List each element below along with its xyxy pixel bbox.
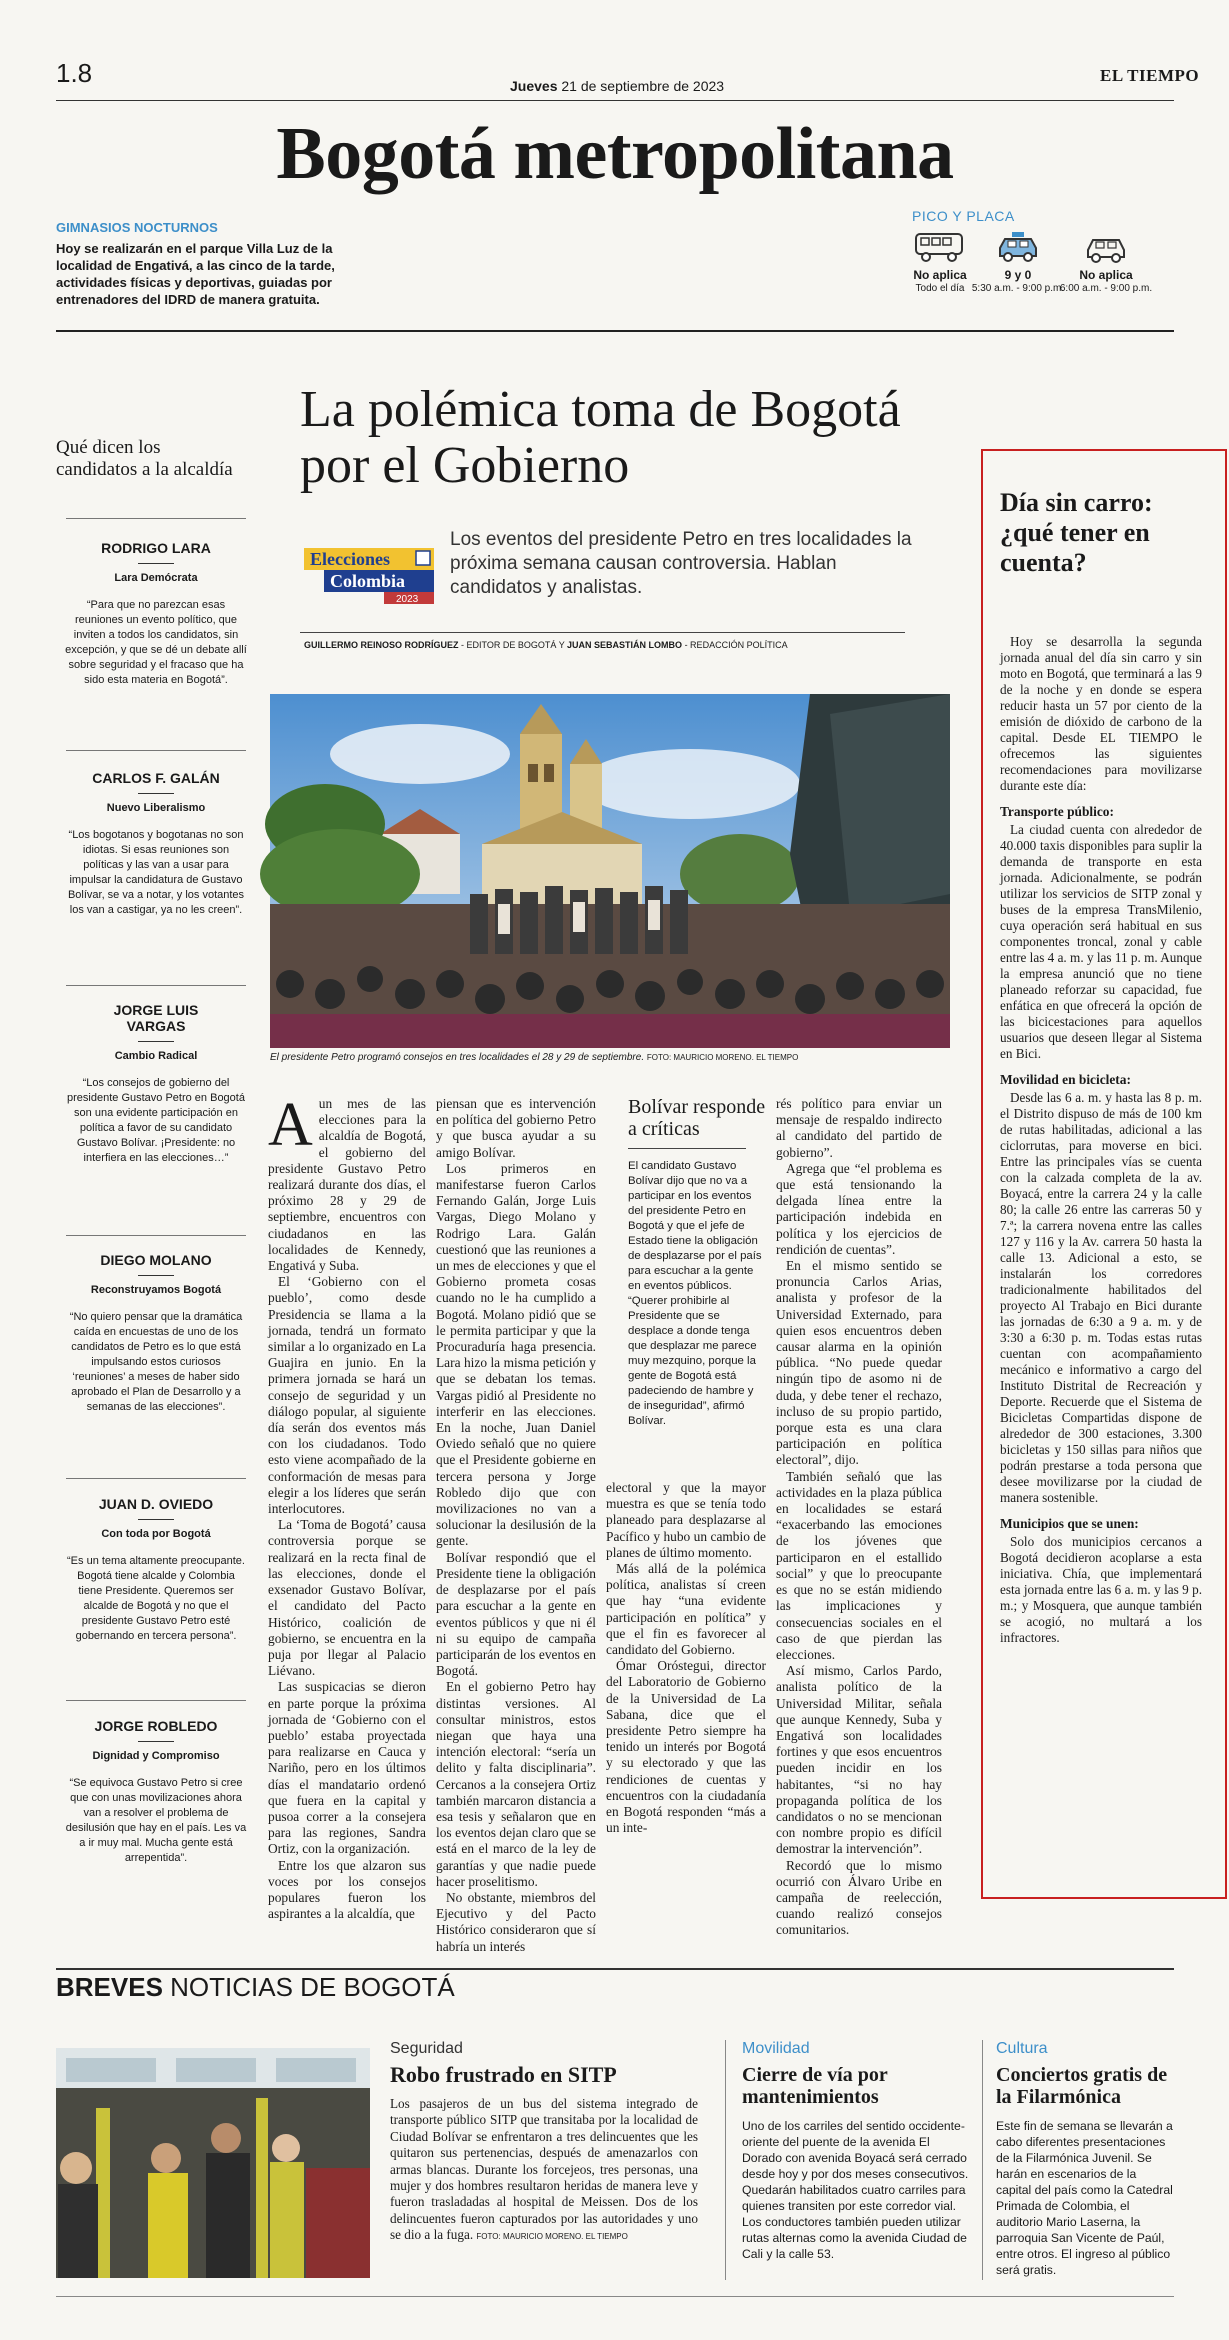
breve-cultura <box>996 2040 1174 2278</box>
candidate-quote: “Se equivoca Gustavo Petro si cree que con unas movilizaciones ahora van a resolver el problema de desilusión que hay en el país. Les va a ir muy mal. Mucha gente está arrepentida”. <box>65 1777 247 1864</box>
breves-rule <box>56 1968 1174 1970</box>
breves-title-bold: BREVES <box>56 1972 163 2002</box>
candidates-heading: Qué dicen los candidatos a la alcaldía <box>56 437 233 480</box>
breve-text-body: Los pasajeros de un bus del sistema integrado de transporte público SITP que transitaba por la localidad de Ciudad Bolívar se enfrentaron a tres delincuentes que les quitaron sus pertenencias, después de amenazarlos con armas blancas. Durante los forcejeos, tres personas, una mujer y dos hombres resultaron heridas de manera leve y fueron trasladadas al hospital de Meissen. Dos de los delincuentes fueron capturados por las autoridades y uno se dio a la fuga. <box>390 2096 698 2243</box>
candidate-name: JUAN D. OVIEDO <box>98 1496 214 1512</box>
candidate-separator <box>66 985 246 986</box>
section-title: Bogotá metropolitana <box>276 113 954 195</box>
candidate-quote: “Es un tema altamente preocupante. Bogotá tiene alcalde y Colombia tiene Presidente. Queremos ser alcalde de Bogotá y no que el presidente Gustavo Petro esté gobernando en tercera persona”. <box>67 1555 245 1642</box>
candidate-quote: “Los bogotanos y bogotanas no son idiotas. Si esas reuniones son políticas y las van a usar para impulsar la candidatura de Gustavo Bolívar, se va a notar, y los votantes los van a castigar, ya no les creen”. <box>67 829 245 916</box>
candidate-party: Reconstruyamos Bogotá <box>90 1284 222 1296</box>
breve-seguridad <box>390 2040 698 2246</box>
photo-caption <box>270 1052 950 1063</box>
candidate-name: DIEGO MOLANO <box>100 1252 212 1268</box>
header-rule <box>56 330 1174 332</box>
breve-headline[interactable]: Conciertos gratis de la Filarmónica <box>996 2064 1168 2108</box>
candidate-rule <box>138 1275 174 1276</box>
article-paragraph: Las suspicacias se dieron en parte porque la próxima jornada de ‘Gobierno con el pueblo’ estaba proyectada para realizarse en Cauca y Nariño, pero en los últimos días el mandatario ordenó que fuera en la capital y pusoa correr a la consejera para las regiones, Sandra Ortiz, con la organización. <box>268 1679 426 1857</box>
byline-author-1: GUILLERMO REINOSO RODRÍGUEZ <box>304 640 459 650</box>
breve-headline[interactable]: Robo frustrado en SITP <box>390 2062 617 2087</box>
drop-cap: A <box>268 1091 313 1159</box>
sidebar-body <box>1000 634 1202 1894</box>
article-paragraph: No obstante, miembros del Ejecutivo y del Pacto Histórico consideraron que sí habría un interés <box>436 1889 596 1954</box>
candidate-lara <box>56 540 256 688</box>
candidate-party: Nuevo Liberalismo <box>106 802 206 814</box>
breves-divider <box>725 2040 726 2280</box>
candidate-quote: “Para que no parezcan esas reuniones un evento político, que inviten a todos los candidatos, sin excepción, y que se dé un debate allí sobre seguridad y el fracaso que ha sido esta materia en Bogotá”. <box>65 599 247 686</box>
article-column-3 <box>606 1480 766 1936</box>
article-deck: Los eventos del presidente Petro en tres localidades la próxima semana causan controversia. Hablan candidatos y analistas. <box>450 529 912 598</box>
breve-photo-credit: FOTO: MAURICIO MORENO. EL TIEMPO <box>476 2232 628 2242</box>
candidate-name: JORGE ROBLEDO <box>94 1718 218 1734</box>
bolivar-heading: Bolívar responde a críticas <box>628 1096 766 1140</box>
brand-logo[interactable]: EL TIEMPO <box>1100 66 1200 85</box>
breves-divider <box>982 2040 983 2280</box>
candidate-quote: “No quiero pensar que la dramática caída en encuestas de uno de los candidatos de Petro es lo que está impulsando estos curiosos ‘reuniones’ a meses de haber sido aprobado el Plan de Desarrollo y a semanas de las elecciones”. <box>69 1311 243 1413</box>
candidate-molano <box>56 1252 256 1415</box>
breve-movilidad <box>742 2040 972 2262</box>
breves-title-rest: NOTICIAS DE BOGOTÁ <box>162 1972 455 2002</box>
breve-photo <box>56 2048 370 2278</box>
sidebar-paragraph: Desde las 6 a. m. y hasta las 8 p. m. el Distrito dispuso de más de 100 km de rutas habilitadas, adicional a las ciclorrutas, para moverse en bici. Entre las principales vías se cuenta con la calzada completa de la av. Boyacá, entre la carrera 24 y la calle 80; la calle 26 entre las carreras 50 y 7.ª; la carrera novena entre las calles 127 y 116 y la Av. carrera 50 hasta la calle 13. Adicional a esto, se instalarán los corredores tradicionalmente habilitados del proyecto Al Trabajo en Bici durante las jornadas de 6:30 a 9 a. m. y de 3:30 a 6:30 p. m. Todas estas rutas cuentan con acompañamiento mecánico e informativo a cargo del Instituto Distrital de Recreación y Deporte. Recuerde que el Sistema de Bicicletas Compartidas dispone de alrededor de 300 estaciones, 3.300 bicicletas y 150 sillas para niños que podrán prestarse a toda persona que desee movilizarse por la ciudad de manera sostenible. <box>1000 1090 1202 1505</box>
candidate-vargas <box>56 1002 256 1166</box>
article-paragraph: rés político para enviar un mensaje de respaldo indirecto al candidato del partido de gobierno”. <box>776 1096 942 1160</box>
car-icon <box>1081 230 1131 264</box>
article-paragraph: Agrega que “el problema es que está tensionando la delgada línea entre la participación indebida en política y los ejercicios de rendición de cuentas”. <box>776 1160 942 1257</box>
candidate-rule <box>138 1741 174 1742</box>
article-paragraph: Así mismo, Carlos Pardo, analista político de la Universidad Militar, señala que aunque Kennedy, Suba y Engativá son localidades fortines y que esos encuentros pueden incidir en los habitantes, “si no hay propaganda política de los candidatos o no se mencionan con nombre propio es difícil demostrar la intervención”. <box>776 1663 942 1857</box>
candidate-separator <box>66 750 246 751</box>
sidebar-paragraph: Solo dos municipios cercanos a Bogotá decidieron acoplarse a esta iniciativa. Chía, que implementará esta jornada entre las 6 a. m. y las 9 p. m.; y Mosquera, que aunque también se acogió, no multará a los infractores. <box>1000 1534 1202 1645</box>
candidate-rule <box>138 793 174 794</box>
page-number: 1.8 <box>56 58 93 88</box>
byline-rule <box>300 632 905 633</box>
pico-taxi-main: 9 y 0 <box>1004 268 1032 282</box>
candidate-name: JORGE LUIS VARGAS <box>113 1002 199 1034</box>
candidate-quote: “Los consejos de gobierno del presidente Gustavo Petro en Bogotá son una evidente participación en política a favor de su candidato Gustavo Bolívar. ¡Presidente: no interfiera en las elecciones…” <box>67 1077 245 1164</box>
candidate-oviedo <box>56 1496 256 1644</box>
bolivar-box <box>628 1096 766 1429</box>
article-paragraph: Más allá de la polémica política, analistas sí creen que hay “una evidente participación en política” y que el fin es favorecer al candidato del Gobierno. <box>606 1561 766 1658</box>
candidate-robledo <box>56 1718 256 1866</box>
candidate-rule <box>138 563 174 564</box>
article-paragraph: En el mismo sentido se pronuncia Carlos Arias, analista y profesor de la Universidad Externado, para quien esos encuentros deben causar alarma en la opinión pública. “No puede quedar ningún tipo de asomo ni de duda, y debe tener el rechazo, incluso de su propio partido, porque esta es una clara participación en política electoral”, dijo. <box>776 1258 942 1468</box>
byline-role-1: - EDITOR DE BOGOTÁ Y <box>458 640 568 650</box>
gimnasios-label: GIMNASIOS NOCTURNOS <box>56 220 218 235</box>
article-paragraph: Los primeros en manifestarse fueron Carlos Fernando Galán, Jorge Luis Vargas, Diego Molano y Rodrigo Lara. Galán cuestionó que las reuniones a un mes de elecciones y que el Gobierno prometa cosas cuando no le ha cumplido a Bogotá. Molano pidió que se le permita participar y que la Procuraduría haga presencia. Lara hizo la misma petición y que se debatan los temas. Vargas pidió al Presidente no interferir en las elecciones. En la noche, Juan Daniel Oviedo señaló que no quiere que el Presidente gobierne en tercera persona y Jorge Robledo dijo que con movilizaciones no van a solucionar la desilusión de la gente. <box>436 1160 596 1549</box>
article-paragraph: Bolívar respondió que el Presidente tiene la obligación de desplazarse por el país para escuchar a la gente en eventos públicos y que ni él ni su equipo de campaña participarán de los eventos en Bogotá. <box>436 1549 596 1679</box>
candidate-separator <box>66 1478 246 1479</box>
top-rule <box>56 100 1174 101</box>
logo-line2: Colombia <box>330 571 406 591</box>
breve-kicker: Seguridad <box>390 2040 463 2057</box>
article-paragraph: Ómar Oróstegui, director del Laboratorio de Gobierno de la Universidad de La Sabana, dice que el presidente Petro siempre ha tenido un interés por Bogotá y su electorado y que las rendiciones de cuentas y encuentros con la ciudadanía en Bogotá responden “más a un inte- <box>606 1658 766 1836</box>
date-rest: 21 de septiembre de 2023 <box>561 78 725 94</box>
sidebar-subhead: Transporte público: <box>1000 804 1114 819</box>
article-paragraph: El ‘Gobierno con el pueblo’, como desde Presidencia se llama a la jornada, tendrá un formato similar a lo organizado en La Guajira en junio. En la primera jornada se hará un consejo de seguridad y un diálogo popular, al siguiente día serán dos eventos más con los ciudadanos. Todo esto viene acompañado de la conformación de mesas para elegir a los líderes que serán interlocutores. <box>268 1274 426 1517</box>
candidates-separator <box>66 518 246 519</box>
sidebar-subhead: Movilidad en bicicleta: <box>1000 1072 1131 1087</box>
breve-text: Uno de los carriles del sentido occidente-oriente del puente de la avenida El Dorado con avenida Boyacá será cerrado desde hoy y por dos meses consecutivos. Quedarán habilitados cuatro carriles para quienes transiten por este corredor vial. Los conductores también pueden utilizar rutas alternas como la avenida Ciudad de Cali y la calle 53. <box>742 2119 969 2261</box>
candidate-name: CARLOS F. GALÁN <box>92 770 220 786</box>
photo-credit: FOTO: MAURICIO MORENO. EL TIEMPO <box>646 1053 799 1062</box>
pico-car-sub: 6:00 a.m. - 9:00 p.m. <box>1059 283 1153 294</box>
breve-text: Este fin de semana se llevarán a cabo diferentes presentaciones de la Filarmónica Juvenil. Se harán en escenarios de la capital del país como la Catedral Primada de Colombia, el auditorio Mario Laserna, la parroquia San Vicente de Paúl, entre otros. El ingreso al público será gratis. <box>996 2119 1173 2277</box>
main-photo <box>270 694 950 1048</box>
article-column-1 <box>268 1091 426 1936</box>
caption-text: El presidente Petro programó consejos en tres localidades el 28 y 29 de septiembre. <box>270 1052 645 1063</box>
pico-car-main: No aplica <box>1079 268 1133 282</box>
candidate-party: Lara Demócrata <box>114 572 198 584</box>
sidebar-title[interactable]: Día sin carro: ¿qué tener en cuenta? <box>1000 488 1153 577</box>
taxi-icon <box>993 230 1043 264</box>
candidate-separator <box>66 1700 246 1701</box>
candidate-separator <box>66 1235 246 1236</box>
sidebar-paragraph: La ciudad cuenta con alrededor de 40.000 taxis disponibles para suplir la demanda de transporte en esta jornada. Adicionalmente, se podrán utilizar los servicios de SITP zonal y buses de la empresa TransMilenio, cuya operación será habitual en sus componentes troncal, zonal y cable entre las 4 a. m. y las 11 p. m. Aunque la empresa anunció que no tiene planeado reforzar su capacidad, fue enfática en que ofrecerá la opción de las bicicestaciones para aquellos usuarios que deseen llegar al Sistema en Bici. <box>1000 822 1202 1061</box>
breve-headline[interactable]: Cierre de vía por mantenimientos <box>742 2064 888 2108</box>
breve-kicker: Cultura <box>996 2040 1048 2057</box>
logo-year: 2023 <box>396 594 419 605</box>
article-column-2 <box>436 1096 596 1954</box>
candidate-name: RODRIGO LARA <box>101 540 211 556</box>
bolivar-text: El candidato Gustavo Bolívar dijo que no va a participar en los eventos del presidente Petro en Bogotá y que el jefe de Estado tiene la obligación de desplazarse por el país para escuchar a la gente en eventos públicos. “Querer prohibirle al Presidente que se desplace a donde tenga que desplazar me parece muy mezquino, porque la gente de Bogotá está padeciendo de hambre y de inseguridad”, afirmó Bolívar. <box>628 1160 762 1427</box>
candidate-party: Cambio Radical <box>114 1050 198 1062</box>
pico-placa-label: PICO Y PLACA <box>912 208 1015 224</box>
pico-bus-main: No aplica <box>913 268 967 282</box>
article-column-4 <box>776 1096 942 1936</box>
article-paragraph: piensan que es intervención en política del gobierno Petro y que busca ayudar a su amigo Bolívar. <box>436 1096 596 1160</box>
article-paragraph: Entre los que alzaron sus voces por los consejos populares fueron los aspirantes a la alcaldía, que <box>268 1857 426 1922</box>
candidate-rule <box>138 1041 174 1042</box>
sidebar-intro: Hoy se desarrolla la segunda jornada anual del día sin carro y sin moto en Bogotá, que terminará a las 9 de la noche y en donde se espera reducir hasta un 57 por ciento de la emisión de dióxido de carbono de la capital. Desde EL TIEMPO le ofrecemos las siguientes recomendaciones para movilizarse durante este día: <box>1000 634 1202 793</box>
article-paragraph: electoral y que la mayor muestra es que se tenía todo planeado para desplazarse al Pacífico y hubo un cambio de planes de último momento. <box>606 1480 766 1560</box>
candidate-galan <box>56 770 256 918</box>
sidebar-subhead: Municipios que se unen: <box>1000 1516 1139 1531</box>
gimnasios-text: Hoy se realizarán en el parque Villa Luz de la localidad de Engativá, a las cinco de la tarde, actividades físicas y deportivas, guiadas por entrenadores del IDRD de manera gratuita. <box>56 241 335 307</box>
byline-role-2: - REDACCIÓN POLÍTICA <box>682 640 788 650</box>
candidate-party: Con toda por Bogotá <box>101 1528 211 1540</box>
article-paragraph: También señaló que las actividades en la plaza pública en localidades se estará “exacerbando las emociones de los jóvenes que participaron en el estallido social” y que lo preocupante es que no se están midiendo las implicaciones y consecuencias sociales en el caso de que pierdan las elecciones. <box>776 1468 942 1662</box>
pico-bus-sub: Todo el día <box>915 283 965 294</box>
bus-icon <box>913 230 967 264</box>
pico-item-car <box>1051 230 1161 294</box>
bottom-rule <box>56 2296 1174 2297</box>
article-paragraph: un mes de las elecciones para la alcaldía de Bogotá, el gobierno del presidente Gustavo Petro realizará durante dos días, el próximo 28 y 29 de septiembre, encuentros con ciudadanos en las localidades de Kennedy, Engativá y Suba. <box>268 1096 426 1274</box>
breves-title <box>56 1972 455 2003</box>
date-line <box>510 78 724 94</box>
breve-text <box>390 2096 698 2246</box>
logo-line1: Elecciones <box>310 549 390 569</box>
bolivar-rule <box>628 1148 746 1149</box>
main-headline[interactable]: La polémica toma de Bogotá por el Gobierno <box>300 381 901 494</box>
article-paragraph: La ‘Toma de Bogotá’ causa controversia porque se realizará en la recta final de las elecciones, donde el exsenador Gustavo Bolívar, el candidato del Pacto Histórico, coalición de gobierno, se encuentra en la puja por llegar al Palacio Liévano. <box>268 1517 426 1679</box>
candidate-party: Dignidad y Compromiso <box>92 1750 220 1762</box>
byline-author-2: JUAN SEBASTIÁN LOMBO <box>567 640 683 650</box>
date-day: Jueves <box>510 78 558 94</box>
article-paragraph: Recordó que lo mismo ocurrió con Álvaro Uribe en campaña de reelección, cuando realizó consejos comunitarios. <box>776 1857 942 1938</box>
candidate-rule <box>138 1519 174 1520</box>
byline <box>304 640 788 650</box>
article-paragraph: En el gobierno Petro hay distintas versiones. Al consultar ministros, estos niegan que haya una intención electoral: “sería un delito y falta disciplinaria”. Cercanos a la consejera Ortiz también marcaron distancia a esa tesis y señalaron que en los eventos dejan claro que se está en el marco de la ley de garantías y que nadie puede hacer proselitismo. <box>436 1679 596 1889</box>
elecciones-logo <box>304 546 434 604</box>
pico-taxi-sub: 5:30 a.m. - 9:00 p.m. <box>971 283 1065 294</box>
breve-kicker: Movilidad <box>742 2040 810 2057</box>
